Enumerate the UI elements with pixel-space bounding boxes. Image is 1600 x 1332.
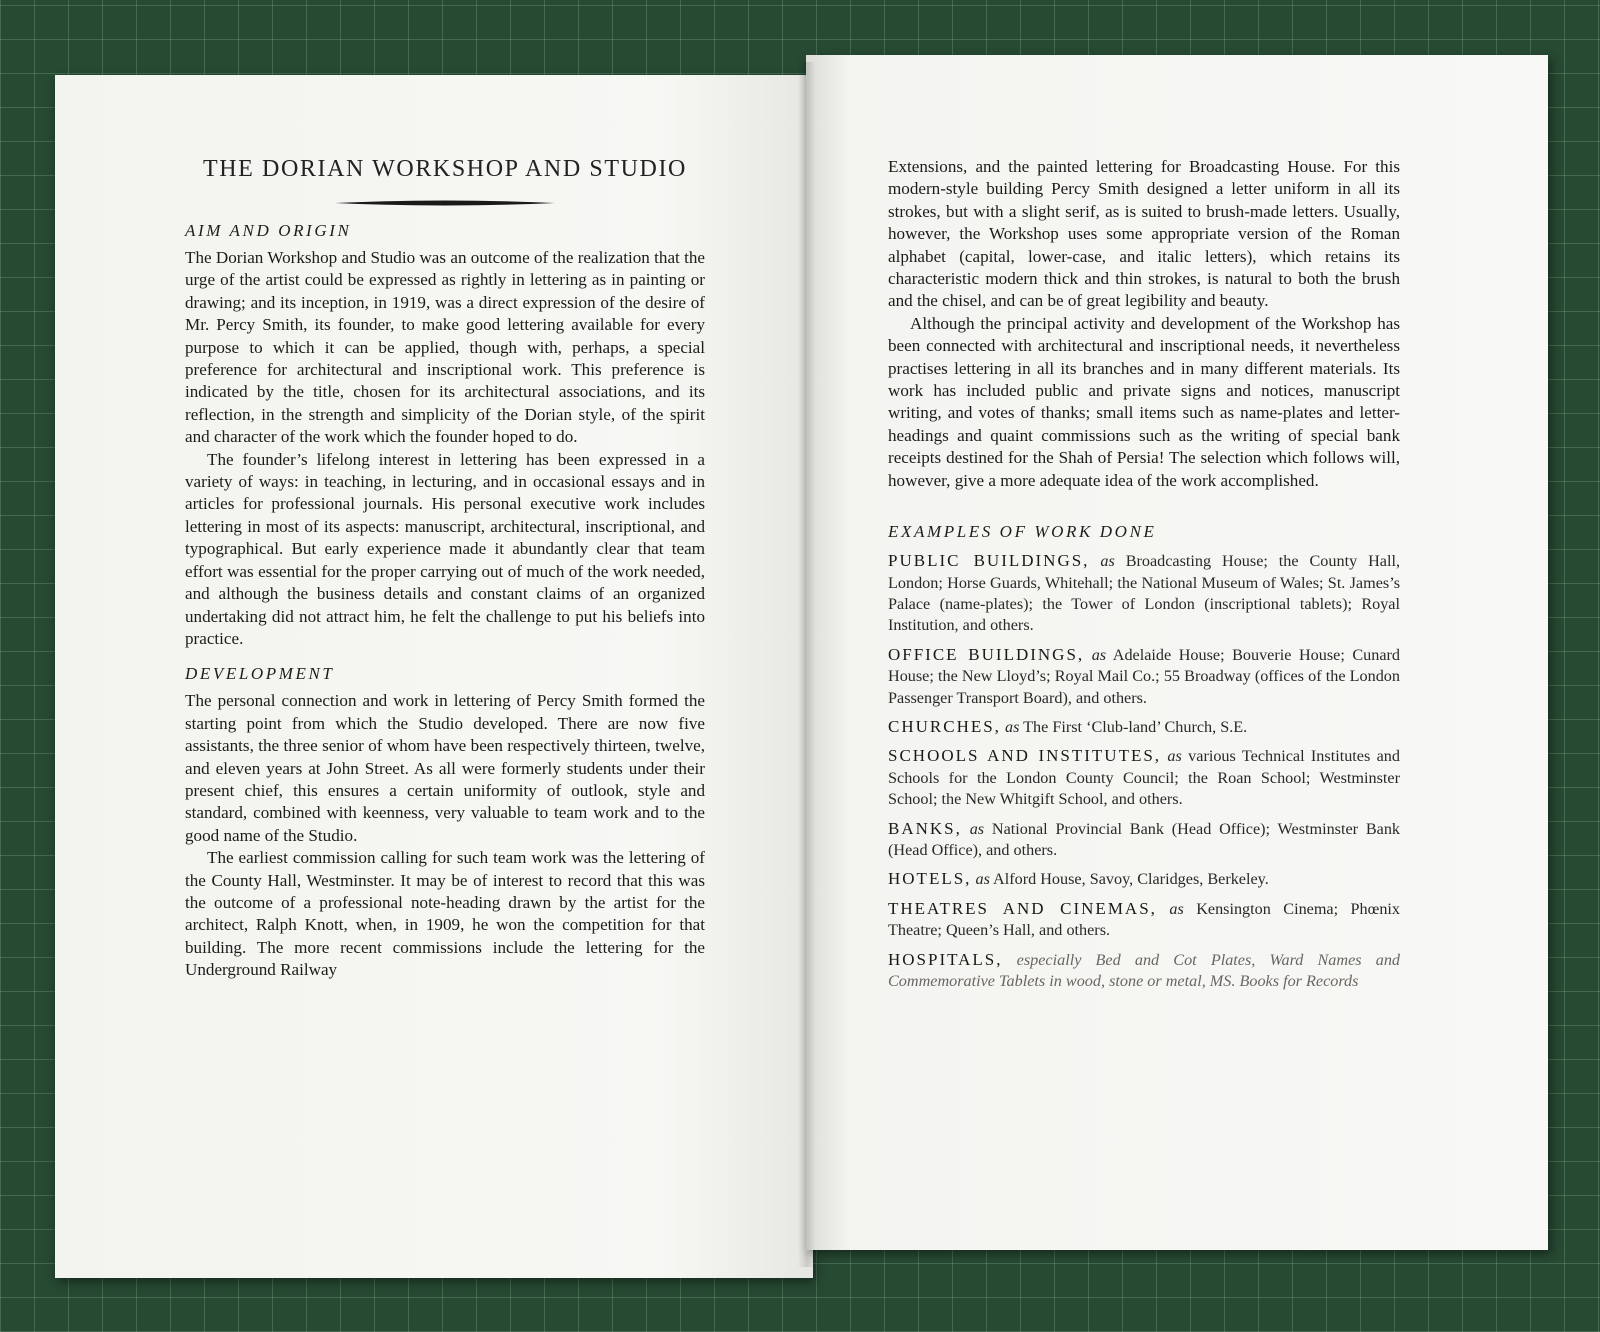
right-page-content [888, 156, 1400, 999]
example-schools-and-institutes [888, 745, 1400, 810]
example-category: BANKS, [888, 818, 962, 838]
book-gutter-shadow [798, 62, 816, 1267]
example-details: especially Bed and Cot Plates, Ward Names and Commemorative Tablets in wood, stone or metal, MS. Books for Records [888, 950, 1401, 990]
example-hospitals [888, 949, 1400, 993]
left-page [55, 75, 813, 1278]
example-details: The First ‘Club-land’ Church, S.E. [1023, 717, 1248, 736]
continued-paragraph-1: Extensions, and the painted lettering for Broadcasting House. For this modern-style building Percy Smith designed a letter uniform in all its strokes, but with a slight serif, as is suited to brush-made letters. Usually, however, the Workshop uses some appropriate version of the Roman alphabet (capital, lower-case, and italic letters), which retains its characteristic modern thick and thin strokes, is natural to both the brush and the chisel, and can be of great legibility and beauty. [888, 157, 1400, 311]
right-page [806, 55, 1548, 1250]
example-category: PUBLIC BUILDINGS, [888, 551, 1090, 571]
example-category: OFFICE BUILDINGS, [888, 644, 1085, 664]
section-heading-aim-and-origin: AIM AND ORIGIN [185, 221, 352, 240]
example-category: HOTELS, [888, 869, 972, 889]
example-as-word: as [1167, 747, 1182, 766]
example-details: Adelaide House; Bouverie House; Cunard House; the New Lloyd’s; Royal Mail Co.; 55 Broadway (offices of the London Passenger Transport Board), and others. [888, 645, 1401, 707]
example-category: HOSPITALS, [888, 949, 1003, 969]
document-title: THE DORIAN WORKSHOP AND STUDIO [202, 156, 687, 182]
development-paragraph-1: The personal connection and work in lettering of Percy Smith formed the starting point from which the Studio developed. There are now five assistants, the three senior of whom have been respectively thirteen, twelve, and eleven years at John Street. As all were formerly students under their present chief, this ensures a certain uniformity of outlook, style and standard, combined with keenness, very valuable to team work and to the good name of the Studio. [185, 691, 705, 845]
example-details: Kensington Cinema; Phœnix Theatre; Queen’s Hall, and others. [888, 899, 1401, 940]
title-rule [335, 199, 555, 207]
left-page-content [185, 156, 705, 982]
example-category: CHURCHES, [888, 716, 1001, 736]
example-as-word: as [975, 870, 990, 889]
example-as-word: as [969, 819, 985, 838]
example-category: SCHOOLS AND INSTITUTES, [888, 746, 1162, 766]
section-heading-examples: EXAMPLES OF WORK DONE [888, 522, 1157, 542]
example-hotels [888, 868, 1400, 890]
example-public-buildings [888, 550, 1400, 637]
example-churches [888, 716, 1400, 738]
example-details: Broadcasting House; the County Hall, London; Horse Guards, Whitehall; the National Museum of Wales; St. James’s Palace (name-plates); the Tower of London (inscriptional tablets); Royal Institution, and others. [888, 552, 1400, 635]
example-office-buildings [888, 644, 1400, 709]
development-paragraph-2: The earliest commission calling for such team work was the lettering of the County Hall, Westminster. It may be of interest to record that this was the outcome of a professional note-heading drawn by the artist for the architect, Ralph Knott, when, in 1909, he won the competition for that building. The more recent commissions include the lettering for the Underground Railway [185, 848, 705, 980]
example-details: various Technical Institutes and Schools for the London County Council; the Roan School; Westminster School; the New Whitgift School, and others. [888, 747, 1400, 809]
example-details: National Provincial Bank (Head Office); Westminster Bank (Head Office), and others. [888, 819, 1401, 859]
example-theatres-and-cinemas [888, 898, 1400, 942]
example-as-word: as [1004, 717, 1020, 736]
example-details: Alford House, Savoy, Claridges, Berkeley. [993, 870, 1269, 889]
example-as-word: as [1100, 552, 1115, 571]
aim-origin-paragraph-1: The Dorian Workshop and Studio was an outcome of the realization that the urge of the artist could be expressed as rightly in lettering as in painting or drawing; and its inception, in 1919, was a direct expression of the desire of Mr. Percy Smith, its founder, to make good lettering available for every purpose to which it can be applied, though with, perhaps, a special preference for architectural and inscriptional work. This preference is indicated by the title, chosen for its architectural associations, and its reflection, in the strength and simplicity of the Dorian style, of the spirit and character of the work which the founder hoped to do. [185, 248, 705, 447]
aim-origin-paragraph-2: The founder’s lifelong interest in lettering has been expressed in a variety of ways: in teaching, in lecturing, and in occasional essays and in articles for professional journals. His personal executive work includes lettering in most of its aspects: manuscript, architectural, inscriptional, and typographical. But early experience made it abundantly clear that team effort was essential for the proper carrying out of much of the work needed, and although the business details and constant claims of an organized undertaking did not attract him, he felt the challenge to put his beliefs into practice. [185, 449, 705, 648]
section-heading-development: DEVELOPMENT [185, 664, 335, 684]
example-as-word: as [1091, 645, 1107, 664]
example-banks [888, 818, 1400, 862]
example-as-word: as [1169, 899, 1184, 918]
continued-paragraph-2: Although the principal activity and development of the Workshop has been connected with architectural and inscriptional needs, it nevertheless practises lettering in all its branches and in many different materials. Its work has included public and private signs and notices, manuscript writing, and votes of thanks; small items such as name-plates and letter-headings and quaint commissions such as the writing of special bank receipts destined for the Shah of Persia! The selection which follows will, however, give a more adequate idea of the work accomplished. [888, 313, 1400, 490]
example-category: THEATRES AND CINEMAS, [888, 898, 1157, 918]
